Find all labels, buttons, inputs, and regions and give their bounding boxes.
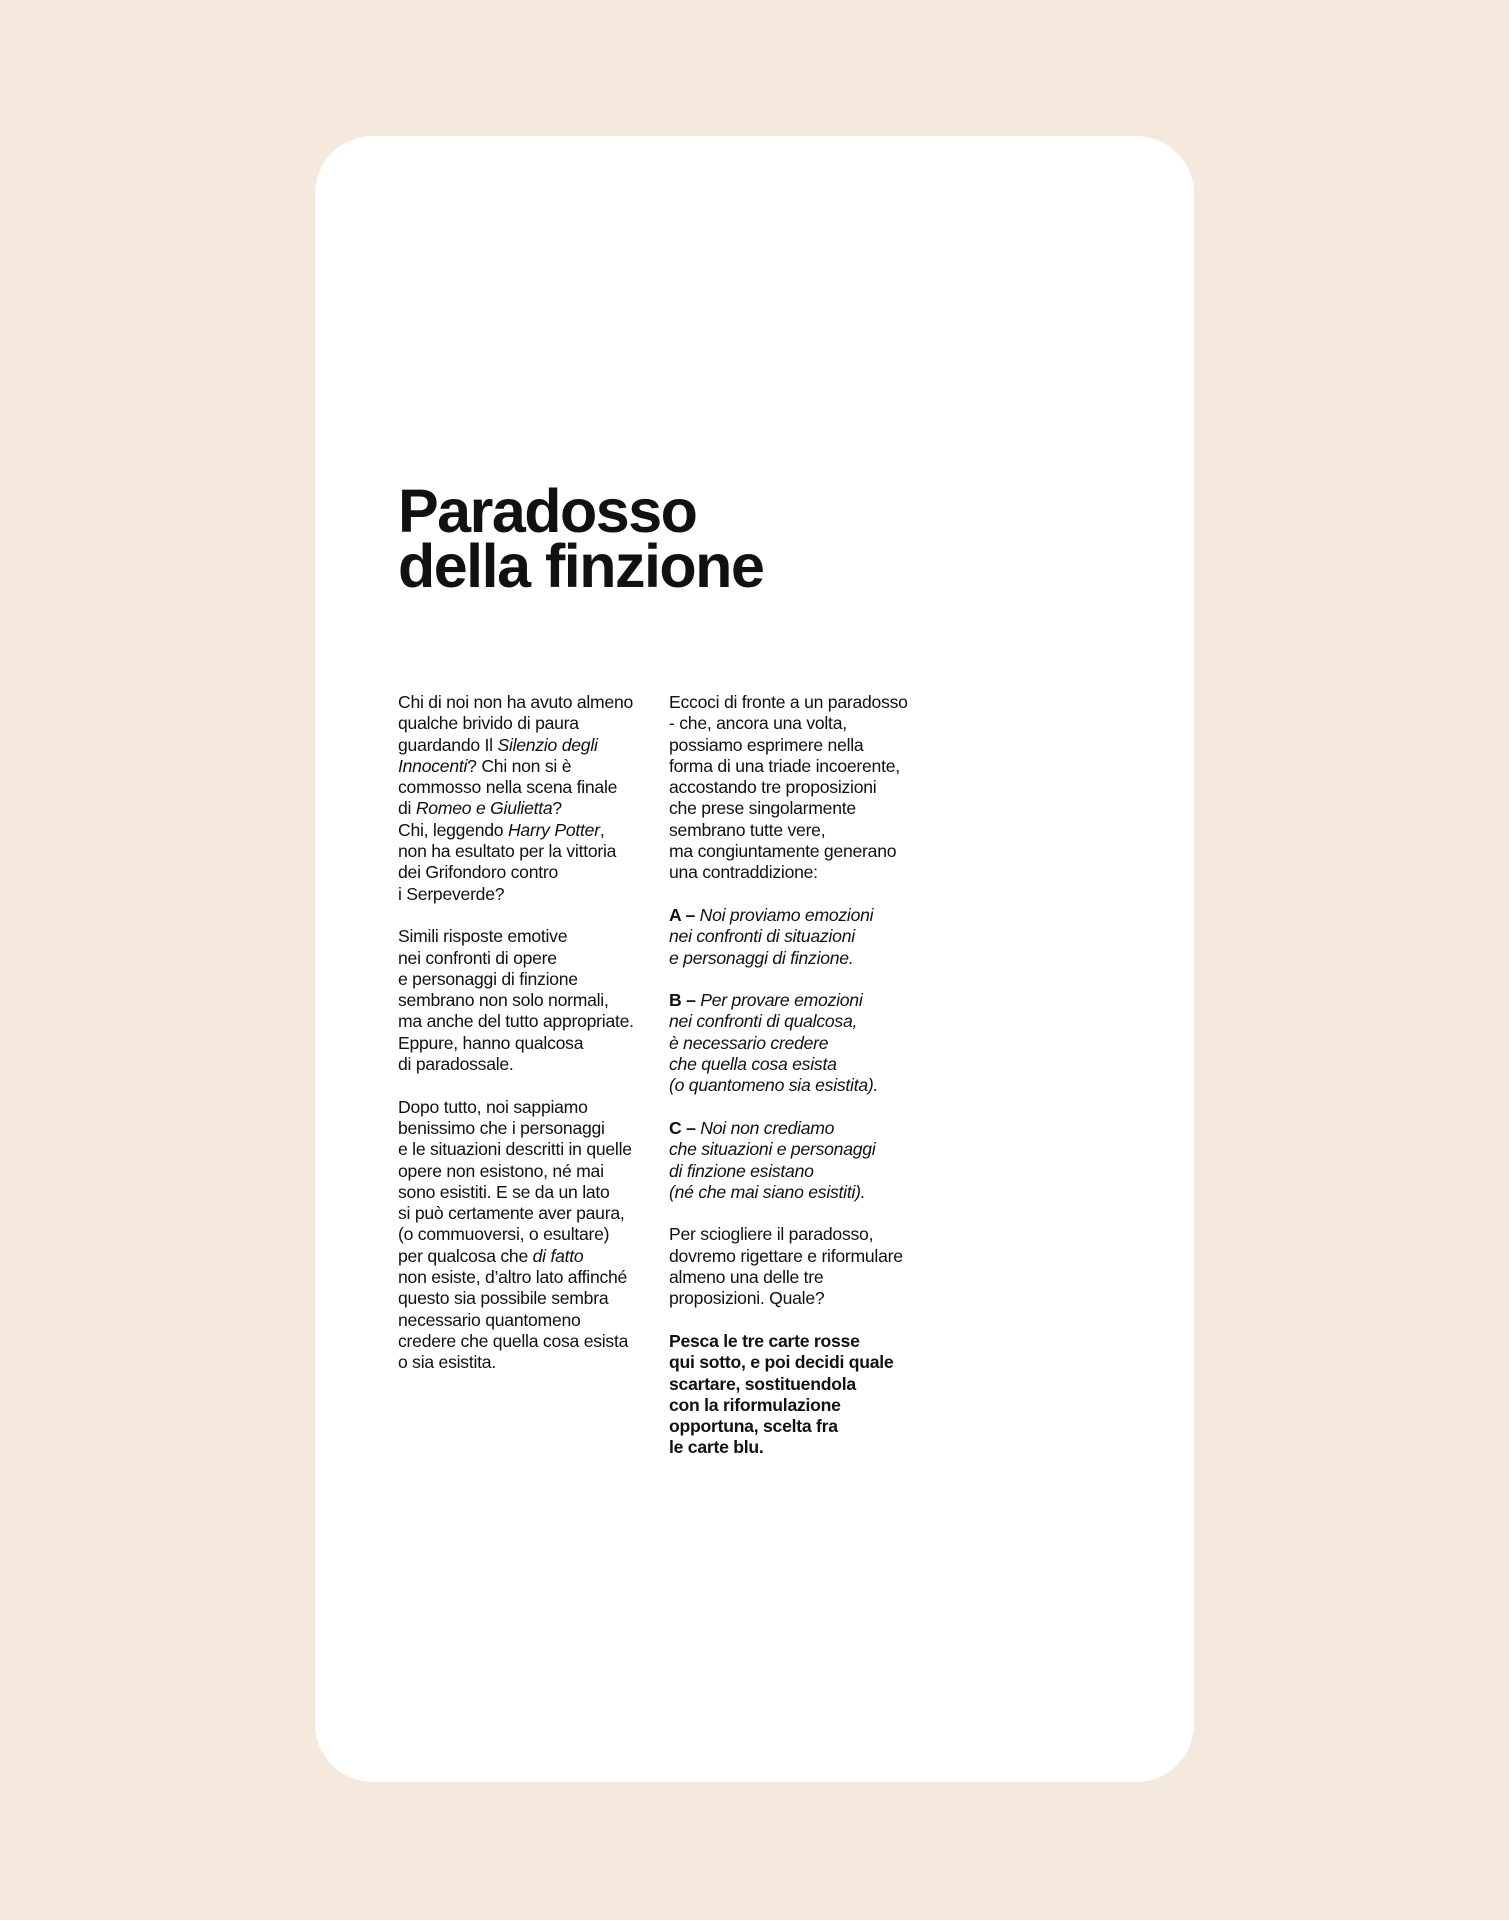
- page-title: [398, 477, 764, 600]
- text-line: Eccoci di fronte a un paradosso: [669, 692, 908, 712]
- text-line: sono esistiti. E se da un lato: [398, 1181, 610, 1202]
- text-line: non ha esultato per la vittoria: [398, 841, 617, 862]
- text-line: forma di una triade incoerente,: [669, 755, 900, 776]
- text-line: accostando tre proposizioni: [669, 777, 877, 798]
- text-line: sembrano tutte vere,: [669, 819, 826, 840]
- text-line: per qualcosa che di fatto: [398, 1245, 584, 1266]
- text-line: almeno una delle tre: [669, 1267, 824, 1288]
- text-line: le carte blu.: [669, 1437, 764, 1458]
- text-line: Per sciogliere il paradosso,: [669, 1224, 874, 1245]
- paragraph-paradox-intro: [669, 692, 931, 884]
- text-line: Innocenti? Chi non si è: [398, 755, 572, 776]
- proposition-label: C –: [669, 1117, 696, 1138]
- instructions-bold: [669, 1331, 931, 1459]
- text-line: guardando Il Silenzio degli: [398, 734, 598, 755]
- film-title-italic: Silenzio degli: [497, 734, 598, 755]
- text-line: non esiste, d’altro lato affinché: [398, 1267, 628, 1288]
- text-line: commosso nella scena finale: [398, 777, 618, 798]
- text-line: una contraddizione:: [669, 862, 818, 883]
- text-line: dei Grifondoro contro: [398, 862, 559, 883]
- text-line: - che, ancora una volta,: [669, 713, 847, 734]
- text-line: (né che mai siano esistiti).: [669, 1181, 866, 1202]
- book-title-italic: Harry Potter: [507, 819, 600, 840]
- text-line: Pesca le tre carte rosse: [669, 1330, 860, 1351]
- proposition-c: [669, 1118, 931, 1203]
- text-line: che situazioni e personaggi: [669, 1139, 876, 1160]
- text-line: benissimo che i personaggi: [398, 1117, 605, 1138]
- text-line: (o commuoversi, o esultare): [398, 1224, 610, 1245]
- text-line: qualche brivido di paura: [398, 713, 579, 734]
- title-line-1: Paradosso: [398, 477, 697, 545]
- text-line: i Serpeverde?: [398, 883, 505, 904]
- text-line: Simili risposte emotive: [398, 926, 568, 947]
- text-line: B – Per provare emozioni: [669, 990, 863, 1011]
- text-line: opere non esistono, né mai: [398, 1160, 604, 1181]
- text-line: nei confronti di qualcosa,: [669, 1011, 858, 1032]
- text-line: proposizioni. Quale?: [669, 1288, 825, 1309]
- text-line: e personaggi di finzione.: [669, 947, 854, 968]
- text-line: di Romeo e Giulietta?: [398, 798, 562, 819]
- film-title-italic: Innocenti: [398, 755, 468, 776]
- paragraph-emotional-responses: [398, 926, 660, 1075]
- left-column: [398, 692, 660, 1395]
- text-line: e le situazioni descritti in quelle: [398, 1139, 632, 1160]
- text-line: Chi, leggendo Harry Potter,: [398, 819, 605, 840]
- text-line: opportuna, scelta fra: [669, 1416, 838, 1437]
- text-line: che quella cosa esista: [669, 1054, 837, 1075]
- proposition-label: A –: [669, 904, 695, 925]
- text-line: ma congiuntamente generano: [669, 841, 897, 862]
- text-line: nei confronti di situazioni: [669, 926, 855, 947]
- paragraph-nonexistence: [398, 1097, 660, 1374]
- text-line: (o quantomeno sia esistita).: [669, 1075, 879, 1096]
- text-line: Chi di noi non ha avuto almeno: [398, 692, 634, 712]
- emphasis-italic: di fatto: [532, 1245, 584, 1266]
- paragraph-intro-questions: [398, 692, 660, 905]
- text-line: e personaggi di finzione: [398, 968, 578, 989]
- text-line: Dopo tutto, noi sappiamo: [398, 1096, 588, 1117]
- play-title-italic: Romeo e Giulietta: [415, 798, 553, 819]
- proposition-label: B –: [669, 990, 696, 1011]
- text-line: A – Noi proviamo emozioni: [669, 904, 874, 925]
- text-line: sembrano non solo normali,: [398, 990, 609, 1011]
- text-line: C – Noi non crediamo: [669, 1117, 835, 1138]
- text-line: credere che quella cosa esista: [398, 1330, 629, 1351]
- proposition-a: [669, 905, 931, 969]
- text-line: che prese singolarmente: [669, 798, 856, 819]
- text-line: possiamo esprimere nella: [669, 734, 864, 755]
- right-column: [669, 692, 931, 1480]
- text-line: o sia esistita.: [398, 1352, 496, 1373]
- text-line: è necessario credere: [669, 1032, 829, 1053]
- paragraph-question: [669, 1224, 931, 1309]
- proposition-b: [669, 990, 931, 1096]
- text-line: questo sia possibile sembra: [398, 1288, 609, 1309]
- text-line: con la riformulazione: [669, 1394, 841, 1415]
- text-line: di paradossale.: [398, 1054, 514, 1075]
- text-line: nei confronti di opere: [398, 947, 557, 968]
- text-line: scartare, sostituendola: [669, 1373, 856, 1394]
- text-line: ma anche del tutto appropriate.: [398, 1011, 634, 1032]
- text-line: necessario quantomeno: [398, 1309, 581, 1330]
- text-line: dovremo rigettare e riformulare: [669, 1245, 903, 1266]
- title-line-2: della finzione: [398, 532, 764, 600]
- text-line: di finzione esistano: [669, 1160, 814, 1181]
- text-line: si può certamente aver paura,: [398, 1203, 625, 1224]
- text-line: qui sotto, e poi decidi quale: [669, 1352, 894, 1373]
- text-line: Eppure, hanno qualcosa: [398, 1032, 584, 1053]
